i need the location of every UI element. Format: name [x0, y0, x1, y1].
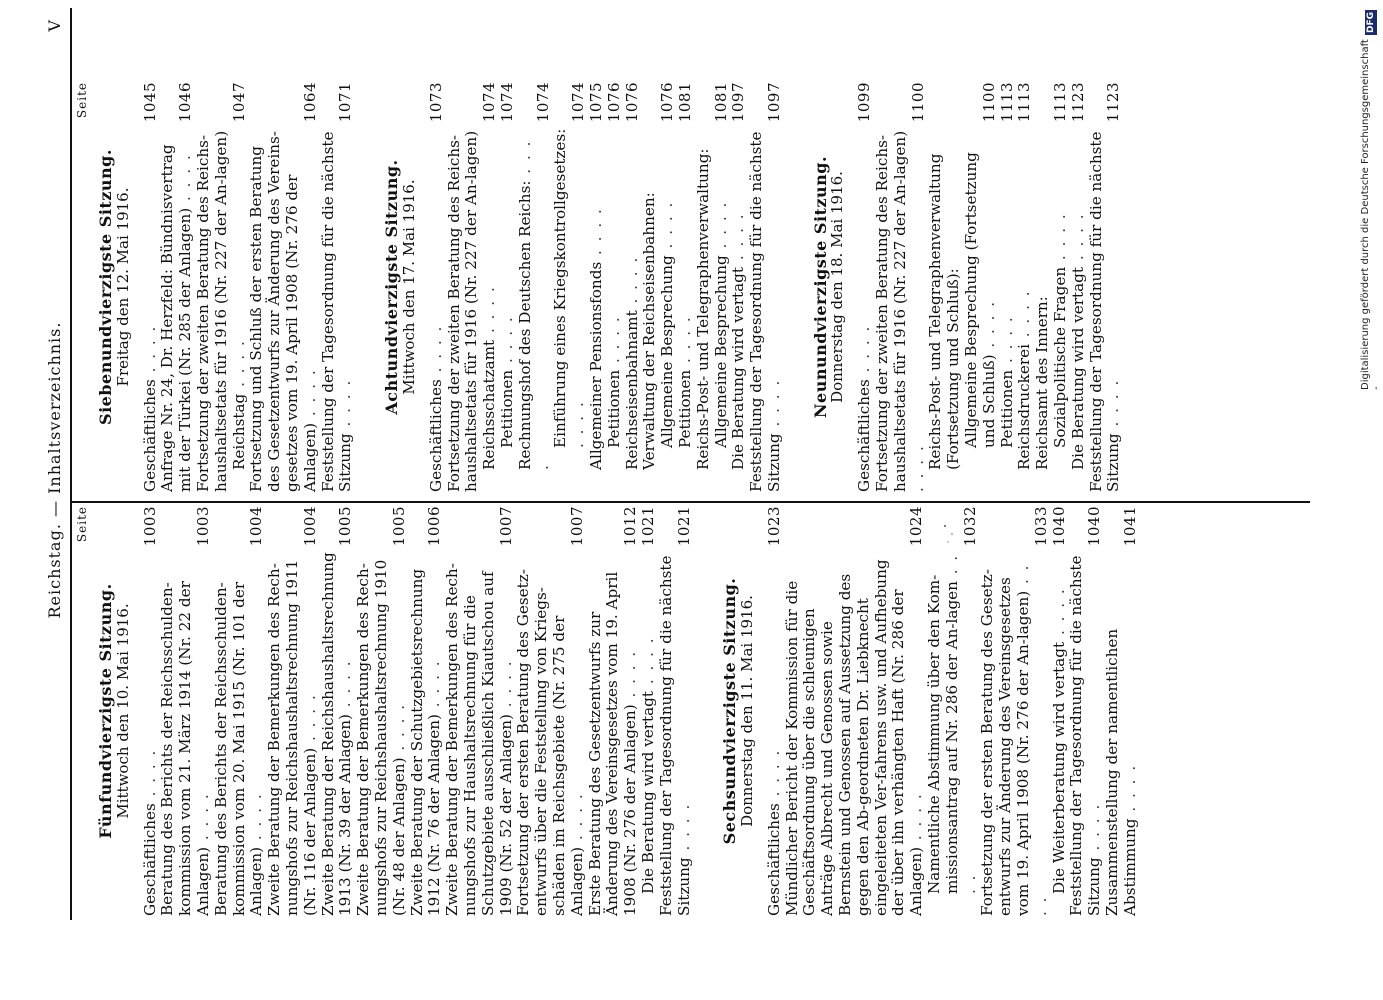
entry-text: Fortsetzung der zweiten Beratung des Reichs-haushaltsetats für 1916 (Nr. 227 der An-lagen) [444, 130, 481, 492]
entry-page-number: 1123 [1104, 82, 1123, 123]
entry-text: Die Beratung wird vertagt [638, 690, 657, 894]
dot-leader: . . . . [979, 299, 998, 355]
toc-entry [677, 82, 695, 492]
entry-page-number: 1005 [389, 506, 408, 547]
toc-entry [1034, 82, 1052, 492]
entry-page-number: 1047 [229, 82, 248, 123]
session-date: Mittwoch den 10. Mai 1916. [113, 603, 132, 819]
dot-leader: . . . . [622, 255, 641, 311]
toc-entry [927, 82, 963, 492]
session-date: Donnerstag den 18. Mai 1916. [828, 171, 847, 403]
toc-entry [1052, 82, 1070, 492]
entry-page-number: 1074 [533, 82, 552, 123]
toc-entry [320, 506, 356, 916]
entry-text: Feststellung der Tagesordnung für die nächste Sitzung [656, 555, 693, 916]
dot-leader: . . . . [425, 659, 444, 715]
right-column [75, 82, 1123, 492]
toc-entry [1051, 506, 1069, 916]
dot-leader: . . . . [426, 324, 445, 380]
dot-leader: . . . . [764, 748, 783, 804]
toc-entry [552, 82, 588, 492]
dot-leader: . . . . [140, 748, 159, 804]
dot-leader: . . . . [638, 636, 657, 691]
entry-text: Fortsetzung der zweiten Beratung des Reichs-haushaltsetats für 1916 (Nr. 227 der An-lagen) [193, 130, 230, 492]
page-header [45, 20, 67, 920]
dot-leader: . . . . [908, 444, 927, 492]
entry-page-number: 1024 [907, 506, 926, 547]
entry-page-number: 1007 [496, 506, 515, 547]
dot-leader: . . . . [907, 792, 926, 847]
entry-text: Allgemeine Besprechung [711, 255, 730, 448]
entry-text: Reichsamt des Innern: [1033, 296, 1052, 470]
entry-page-number: 1074 [480, 82, 499, 123]
entry-text: Namentliche Abstimmung über den Kom-missionsantrag auf Nr. 286 der An-lagen [925, 574, 961, 894]
entry-text: Die Beratung wird vertagt [1068, 266, 1087, 470]
toc-entry [587, 506, 640, 916]
dot-leader: . . . . [389, 702, 408, 758]
entry-text: Zweite Beratung der Reichshaushaltsrechnung 1913 (Nr. 39 der Anlagen) [318, 552, 355, 916]
dot-leader: . . . . [1015, 289, 1034, 345]
entry-page-number: 1081 [675, 82, 694, 123]
dot-leader: . . . . [1068, 212, 1087, 267]
entry-text: Einführung eines Kriegskontrollgesetzes: [551, 128, 570, 448]
entry-text: Reichsschatzamt [480, 339, 499, 470]
toc-entry [713, 82, 731, 492]
toc-entry [195, 82, 231, 492]
entry-text: Fortsetzung der zweiten Beratung des Reichs-haushaltsetats für 1916 (Nr. 227 der An-lagen) [873, 130, 909, 492]
entry-page-number: 1113 [997, 82, 1016, 123]
dot-leader: . . . . [1104, 378, 1123, 434]
entry-page-number: 1021 [638, 506, 657, 547]
entry-text: Mündlicher Bericht der Kommission für die Geschäftsordnung über die schleunigen Anträge Albrecht und Genossen sowie Bernstein und Genossen auf Aussetzung des gegen den Ab-geordneten Dr. Liebknecht eingeleiteten Ver-fahrens usw. und Aufhebung der über ihn verhängten Haft (Nr. 286 der Anlagen) [782, 559, 926, 916]
page-number: V [45, 20, 64, 32]
toc-entry [355, 506, 408, 916]
entry-text: Verwaltung der Reichseisenbahnen: [640, 192, 659, 470]
entry-page-number: 1040 [1049, 506, 1068, 547]
toc-entry [409, 506, 445, 916]
entry-text: Geschäftliches [855, 379, 874, 492]
entry-page-number: 1081 [711, 82, 730, 123]
entry-text: Feststellung der Tagesordnung für die nächste Sitzung [1067, 555, 1104, 916]
dot-leader: . . . . [247, 792, 266, 847]
toc-entry [979, 506, 1050, 916]
toc-entry [766, 506, 784, 916]
dot-leader: . . . . [1014, 563, 1050, 916]
entry-page-number: 1005 [336, 506, 355, 547]
toc-entry [428, 82, 446, 492]
dot-leader: . . . . [586, 207, 605, 262]
entry-text: Petitionen [604, 369, 623, 448]
dot-leader: . . . . [480, 285, 499, 340]
dot-leader: . . . . [1085, 802, 1104, 858]
dot-leader: . . . . [729, 212, 748, 267]
session-date: Mittwoch den 17. Mai 1916. [399, 179, 418, 395]
session-title: Neunundvierzigste Sitzung. [810, 155, 830, 419]
entry-page-number: 1007 [567, 506, 586, 547]
entry-page-number: 1100 [979, 82, 998, 123]
dot-leader: . . . . [1051, 212, 1070, 267]
entry-page-number: 1113 [1015, 82, 1034, 123]
entry-page-number: 1097 [764, 82, 783, 123]
entry-page-number: 1012 [621, 506, 640, 547]
entry-text: Rechnungshof des Deutschen Reichs: [515, 180, 534, 470]
dot-leader: . . . . [336, 659, 355, 715]
dot-leader: . . . . [569, 400, 588, 448]
entry-page-number: 1100 [908, 82, 927, 123]
toc-entry [142, 82, 160, 492]
toc-entry [926, 506, 979, 916]
entry-text: Beratung des Berichts der Reichsschulden-kommission vom 20. Mai 1915 (Nr. 101 der Anlagen) [211, 581, 266, 916]
section-gap [355, 82, 375, 492]
session-title: Siebenundvierzigste Sitzung. [96, 149, 115, 425]
dot-leader: . . . . [675, 315, 694, 370]
toc-entry [695, 82, 713, 492]
entry-page-number: 1099 [855, 82, 874, 123]
entry-page-number: 1076 [604, 82, 623, 123]
dot-leader: . . . . [942, 553, 979, 894]
entry-text: Fortsetzung und Schluß der ersten Beratung des Gesetzentwurfs zur Änderung des Vereins-gesetzes vom 19. April 1908 (Nr. 276 der Anlagen) [247, 131, 319, 492]
dot-leader: . . . . [658, 200, 677, 256]
toc-entry [320, 82, 356, 492]
toc-entry [1016, 82, 1034, 492]
entry-page-number: 1023 [764, 506, 783, 547]
dot-leader: . . . . [1049, 587, 1068, 642]
entry-text: Sozialpolitische Fragen [1051, 266, 1070, 448]
entry-text: Feststellung der Tagesordnung für die nächste Sitzung [318, 131, 355, 492]
toc-entry [640, 506, 658, 916]
toc-entry [159, 82, 195, 492]
dot-leader: . . . . [193, 792, 212, 847]
dot-leader: . . . . [855, 324, 874, 380]
toc-entry [963, 82, 999, 492]
dot-leader: . . . . [229, 339, 248, 394]
toc-entry [588, 82, 606, 492]
toc-entry [874, 82, 927, 492]
toc-entry [499, 82, 517, 492]
entry-text: Petitionen [497, 369, 516, 448]
entry-page-number: 1046 [176, 82, 195, 123]
entry-page-number: 1075 [586, 82, 605, 123]
entry-text: Fortsetzung der ersten Beratung des Gesetz-entwurfs über die Feststellung von Kriegs-schäden im Reichsgebiete (Nr. 275 der Anlagen) [514, 569, 586, 916]
header-rule [70, 8, 72, 920]
toc-entry [1104, 506, 1140, 916]
entry-text: Erste Beratung des Gesetzentwurfs zur Änderung des Vereinsgesetzes vom 19. April 1908 (Nr. 276 der Anlagen) [585, 571, 640, 916]
toc-entry [159, 506, 212, 916]
session-date: Donnerstag den 11. Mai 1916. [738, 595, 757, 827]
entry-page-number: 1004 [247, 506, 266, 547]
entry-text: Reichs-Post- und Telegraphenverwaltung (Fortsetzung und Schluß): [926, 153, 963, 470]
toc-entry [1068, 506, 1104, 916]
dot-leader: . . . . [674, 802, 693, 858]
dot-leader: . . . . [300, 368, 319, 423]
entry-text: Allgemeine Besprechung (Fortsetzung und Schluß) [962, 152, 998, 448]
toc-entry [730, 82, 748, 492]
entry-page-number: 1004 [300, 506, 319, 547]
dot-leader: . . . . [604, 315, 623, 370]
dot-leader: . . . . [515, 139, 552, 470]
entry-page-number: 1074 [497, 82, 516, 123]
entry-text: Beratung des Berichts der Reichsschulden-kommission vom 21. März 1914 (Nr. 22 der Anlagen) [158, 581, 212, 916]
entry-page-number: 1097 [729, 82, 748, 123]
toc-entry [999, 82, 1017, 492]
dot-leader: . . . . [764, 378, 783, 434]
entry-text: Petitionen [675, 369, 694, 448]
entry-text: Geschäftliches [140, 803, 159, 916]
toc-entry [517, 82, 553, 492]
header-title: Reichstag. — Inhaltsverzeichnis. [45, 321, 64, 619]
entry-text: Fortsetzung der ersten Beratung des Gesetz-entwurfs zur Änderung des Vereinsgesetzes vom 19. April 1908 (Nr. 276 der An-lagen) [978, 569, 1033, 916]
entry-page-number: 1064 [300, 82, 319, 123]
entry-page-number: 1076 [658, 82, 677, 123]
entry-page-number: 1021 [674, 506, 693, 547]
seite-label: Seite [75, 506, 89, 543]
scan-specks [940, 520, 960, 550]
attribution-text: Digitalisierung gefördert durch die Deutsche Forschungsgemeinschaft - [1360, 39, 1382, 390]
dfg-attribution [1360, 10, 1382, 390]
entry-text: Geschäftliches [764, 803, 783, 916]
session-title: Sechsundvierzigste Sitzung. [720, 577, 740, 845]
dot-leader: . . . . [300, 693, 319, 748]
dot-leader: . . . . [176, 153, 195, 208]
toc-entry [266, 506, 319, 916]
toc-entry [624, 82, 642, 492]
toc-entry [213, 506, 266, 916]
toc-entry [856, 82, 874, 492]
dot-leader: . . . . [567, 792, 586, 847]
toc-entry [1088, 82, 1124, 492]
dot-leader: . . . . [1120, 763, 1139, 819]
toc-entry [444, 506, 515, 916]
entry-text: Zweite Beratung der Bemerkungen des Rech-nungshofs zur Reichshaushaltsrechnung 1910 (Nr. 48 der Anlagen) [354, 559, 408, 916]
dfg-logo: DFG [1366, 12, 1376, 34]
toc-entry [231, 82, 249, 492]
entry-page-number: 1032 [960, 506, 979, 547]
entry-page-number: 1003 [140, 506, 159, 547]
dot-leader: . . . . [621, 649, 640, 705]
entry-text: Die Beratung wird vertagt [729, 266, 748, 470]
entry-page-number: 1041 [1120, 506, 1139, 547]
entry-page-number: 1076 [622, 82, 641, 123]
entry-page-number: 1123 [1068, 82, 1087, 123]
dot-leader: . . . . [711, 200, 730, 256]
entry-text: Reichstag [229, 393, 248, 470]
entry-page-number: 1006 [425, 506, 444, 547]
session-title: Fünfundvierzigste Sitzung. [96, 583, 115, 839]
column-divider [72, 501, 1310, 503]
session-title: Achtundvierzigste Sitzung. [382, 159, 402, 415]
toc-entry [515, 506, 586, 916]
entry-page-number: 1033 [1031, 506, 1050, 547]
entry-page-number: 1073 [426, 82, 445, 123]
entry-text: Zusammenstellung der namentlichen Abstimmung [1103, 628, 1139, 916]
toc-entry [446, 82, 482, 492]
entry-text: Petitionen [997, 369, 1016, 448]
session-date: Freitag den 12. Mai 1916. [113, 187, 132, 387]
entry-page-number: 1003 [193, 506, 212, 547]
entry-text: Allgemeiner Pensionsfonds [586, 261, 605, 470]
entry-text: Zweite Beratung der Bemerkungen des Rech-nungshofs zur Haushaltsrechnung für die Schutzgebiete ausschließlich Kiautschou auf 1909 (Nr. 52 der Anlagen) [443, 563, 515, 916]
toc-entry [248, 82, 319, 492]
toc-entry [641, 82, 659, 492]
entry-text: Geschäftliches [426, 379, 445, 492]
entry-page-number: 1040 [1085, 506, 1104, 547]
dot-leader: . . . . [336, 378, 355, 434]
dot-leader: . . . . [497, 315, 516, 370]
entry-page-number: 1045 [140, 82, 159, 123]
dot-leader: . . . . [496, 659, 515, 715]
entry-text: Feststellung der Tagesordnung für die nächste Sitzung [1086, 131, 1123, 492]
toc-entry [606, 82, 624, 492]
toc-entry [784, 506, 926, 916]
entry-page-number: 1074 [569, 82, 588, 123]
toc-entry [748, 82, 784, 492]
toc-entry [1070, 82, 1088, 492]
entry-text: Geschäftliches [140, 379, 159, 492]
toc-entry [659, 82, 677, 492]
section-gap [693, 506, 713, 916]
toc-entry [142, 506, 160, 916]
seite-label: Seite [75, 82, 89, 119]
entry-text: Allgemeine Besprechung [658, 255, 677, 448]
section-gap [784, 82, 804, 492]
entry-page-number: 1113 [1051, 82, 1070, 123]
toc-entry [481, 82, 499, 492]
left-column [75, 506, 1140, 916]
toc-entry [658, 506, 694, 916]
entry-text: Anfrage Nr. 24, Dr. Herzfeld: Bündnisvertrag mit der Türkei (Nr. 285 der Anlagen) [158, 144, 195, 492]
entry-text: Reichs-Post- und Telegraphenverwaltung: [693, 148, 712, 470]
dot-leader: . . . . [997, 315, 1016, 370]
entry-text: Feststellung der Tagesordnung für die nächste Sitzung [747, 131, 783, 492]
entry-text: Zweite Beratung der Schutzgebietsrechnung 1912 (Nr. 76 der Anlagen) [407, 568, 444, 916]
entry-text: Reichsdruckerei [1015, 344, 1034, 470]
entry-text: Die Weiterberatung wird vertagt [1049, 641, 1068, 894]
entry-text: Reichseisenbahnamt [622, 310, 641, 470]
dot-leader: . . . . [140, 324, 159, 380]
entry-page-number: 1071 [336, 82, 355, 123]
entry-text: Zweite Beratung der Bemerkungen des Rech-nungshofs zur Reichshaushaltsrechnung 1911 (Nr. 116 der Anlagen) [265, 559, 319, 916]
